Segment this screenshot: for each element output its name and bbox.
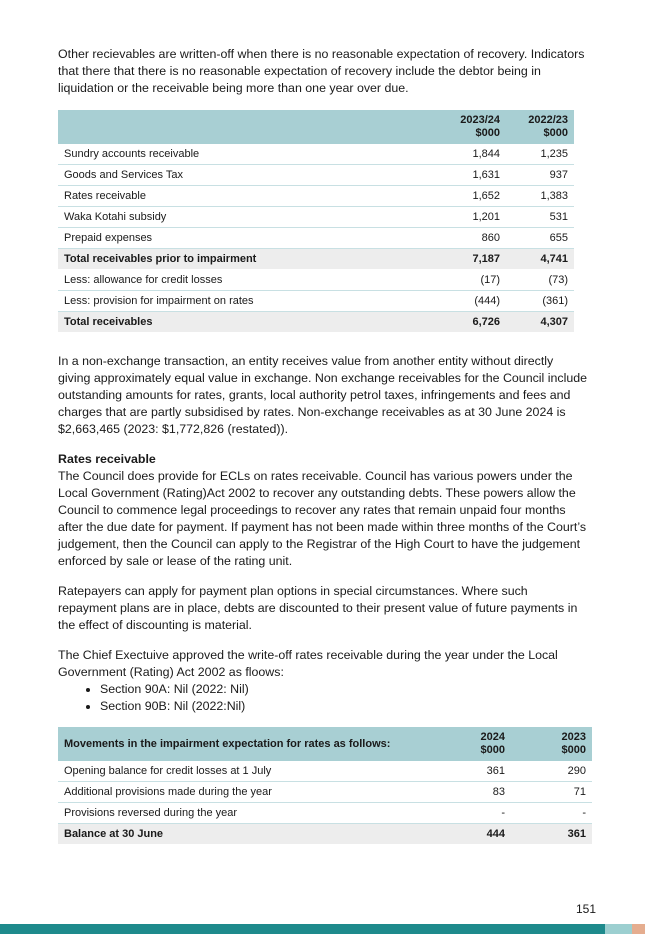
table-row bbox=[58, 782, 592, 803]
movements-table bbox=[58, 727, 592, 845]
table-row bbox=[58, 270, 574, 291]
table-row bbox=[58, 291, 574, 312]
row-value-col2: 290 bbox=[511, 761, 592, 782]
table-row bbox=[58, 761, 592, 782]
row-value-col1: 6,726 bbox=[438, 312, 506, 333]
row-label: Rates receivable bbox=[58, 186, 438, 207]
row-value-col1: (17) bbox=[438, 270, 506, 291]
row-value-col1: 860 bbox=[438, 228, 506, 249]
col2-year: 2022/23 bbox=[528, 114, 568, 126]
receivables-table-header bbox=[58, 110, 574, 144]
table-row bbox=[58, 228, 574, 249]
row-value-col1: (444) bbox=[438, 291, 506, 312]
movements-header-col1 bbox=[430, 727, 511, 761]
row-value-col2: 71 bbox=[511, 782, 592, 803]
table-row bbox=[58, 144, 574, 165]
row-label: Total receivables bbox=[58, 312, 438, 333]
row-value-col2: 4,307 bbox=[506, 312, 574, 333]
col2-year: 2023 bbox=[561, 731, 586, 743]
ce-paragraph: The Chief Exectuive approved the write-off rates receivable during the year under the Local Government (Rating) Act 2002 as floows: bbox=[58, 648, 558, 679]
row-label: Less: allowance for credit losses bbox=[58, 270, 438, 291]
footer-accent-light bbox=[605, 924, 632, 934]
row-value-col2: 655 bbox=[506, 228, 574, 249]
ratepayers-paragraph: Ratepayers can apply for payment plan options in special circumstances. Where such repayment plans are in place, debts are discounted to their present value of future payments in the effect of discounting is material. bbox=[58, 584, 578, 632]
table-row bbox=[58, 165, 574, 186]
rates-heading: Rates receivable bbox=[58, 452, 156, 466]
footer-bar bbox=[0, 924, 605, 934]
col2-unit: $000 bbox=[561, 744, 586, 756]
row-value-col2: 361 bbox=[511, 824, 592, 845]
row-label: Sundry accounts receivable bbox=[58, 144, 438, 165]
row-value-col1: 1,844 bbox=[438, 144, 506, 165]
non-exchange-paragraph: In a non-exchange transaction, an entity receives value from another entity without directly giving approximately equal value in exchange. Non exchange receivables for the Council include outstanding amounts for rates, grants, local authority petrol taxes, infringements and fees and charges that are partly subsidised by rates. Non-exchange receivables as at 30 June 2024 is $2,663,465 (2023: $1,772,826 (restated)). bbox=[58, 354, 587, 436]
movements-header-label: Movements in the impairment expectation for rates as follows: bbox=[58, 727, 430, 761]
movements-table-header bbox=[58, 727, 592, 761]
receivables-table-body bbox=[58, 144, 574, 333]
col1-year: 2024 bbox=[480, 731, 505, 743]
row-value-col2: 1,235 bbox=[506, 144, 574, 165]
row-label: Total receivables prior to impairment bbox=[58, 249, 438, 270]
row-label: Provisions reversed during the year bbox=[58, 803, 430, 824]
table-row bbox=[58, 312, 574, 333]
receivables-header-col1 bbox=[438, 110, 506, 144]
rates-paragraph: The Council does provide for ECLs on rates receivable. Council has various powers under the Local Government (Rating)Act 2002 to recover any outstanding debts. These powers allow the Council to commence legal proceedings to recover any rates that remain unpaid four months after the due date for payment. If payment has not been made within three months of the Court’s judgement, then the Council can apply to the Registrar of the High Court to have the judgement enforced by sale or lease of the rating unit. bbox=[58, 469, 587, 568]
row-value-col2: 937 bbox=[506, 165, 574, 186]
table-row bbox=[58, 824, 592, 845]
table-row bbox=[58, 207, 574, 228]
col2-unit: $000 bbox=[543, 127, 568, 139]
footer-accent-peach bbox=[632, 924, 645, 934]
row-value-col2: (73) bbox=[506, 270, 574, 291]
table-row bbox=[58, 186, 574, 207]
list-item: • Section 90A: Nil (2022: Nil) bbox=[100, 681, 588, 698]
document-page bbox=[58, 46, 588, 845]
intro-paragraph: Other recievables are written-off when there is no reasonable expectation of recovery. Indicators that there that there is no reasonable expectation of recovery include the debtor being in liquidation or the receivable being more than one year over due. bbox=[58, 47, 585, 95]
table-row bbox=[58, 249, 574, 270]
receivables-table bbox=[58, 110, 574, 333]
row-label: Waka Kotahi subsidy bbox=[58, 207, 438, 228]
row-label: Prepaid expenses bbox=[58, 228, 438, 249]
row-value-col1: 1,631 bbox=[438, 165, 506, 186]
row-value-col1: 1,652 bbox=[438, 186, 506, 207]
row-label: Less: provision for impairment on rates bbox=[58, 291, 438, 312]
col1-year: 2023/24 bbox=[460, 114, 500, 126]
table-row bbox=[58, 803, 592, 824]
row-label: Balance at 30 June bbox=[58, 824, 430, 845]
row-label: Goods and Services Tax bbox=[58, 165, 438, 186]
row-value-col1: 444 bbox=[430, 824, 511, 845]
col1-unit: $000 bbox=[475, 127, 500, 139]
row-value-col1: 361 bbox=[430, 761, 511, 782]
list-item: • Section 90B: Nil (2022:Nil) bbox=[100, 698, 588, 715]
page-number: 151 bbox=[575, 902, 596, 916]
movements-table-body bbox=[58, 761, 592, 845]
movements-header-col2 bbox=[511, 727, 592, 761]
row-value-col2: 1,383 bbox=[506, 186, 574, 207]
row-value-col1: 1,201 bbox=[438, 207, 506, 228]
row-value-col2: 531 bbox=[506, 207, 574, 228]
writeoff-list bbox=[58, 681, 588, 715]
row-label: Opening balance for credit losses at 1 July bbox=[58, 761, 430, 782]
row-value-col2: - bbox=[511, 803, 592, 824]
row-value-col1: - bbox=[430, 803, 511, 824]
receivables-header-col2 bbox=[506, 110, 574, 144]
row-value-col2: (361) bbox=[506, 291, 574, 312]
row-value-col2: 4,741 bbox=[506, 249, 574, 270]
row-value-col1: 83 bbox=[430, 782, 511, 803]
row-label: Additional provisions made during the year bbox=[58, 782, 430, 803]
col1-unit: $000 bbox=[480, 744, 505, 756]
row-value-col1: 7,187 bbox=[438, 249, 506, 270]
receivables-header-label bbox=[58, 110, 438, 144]
